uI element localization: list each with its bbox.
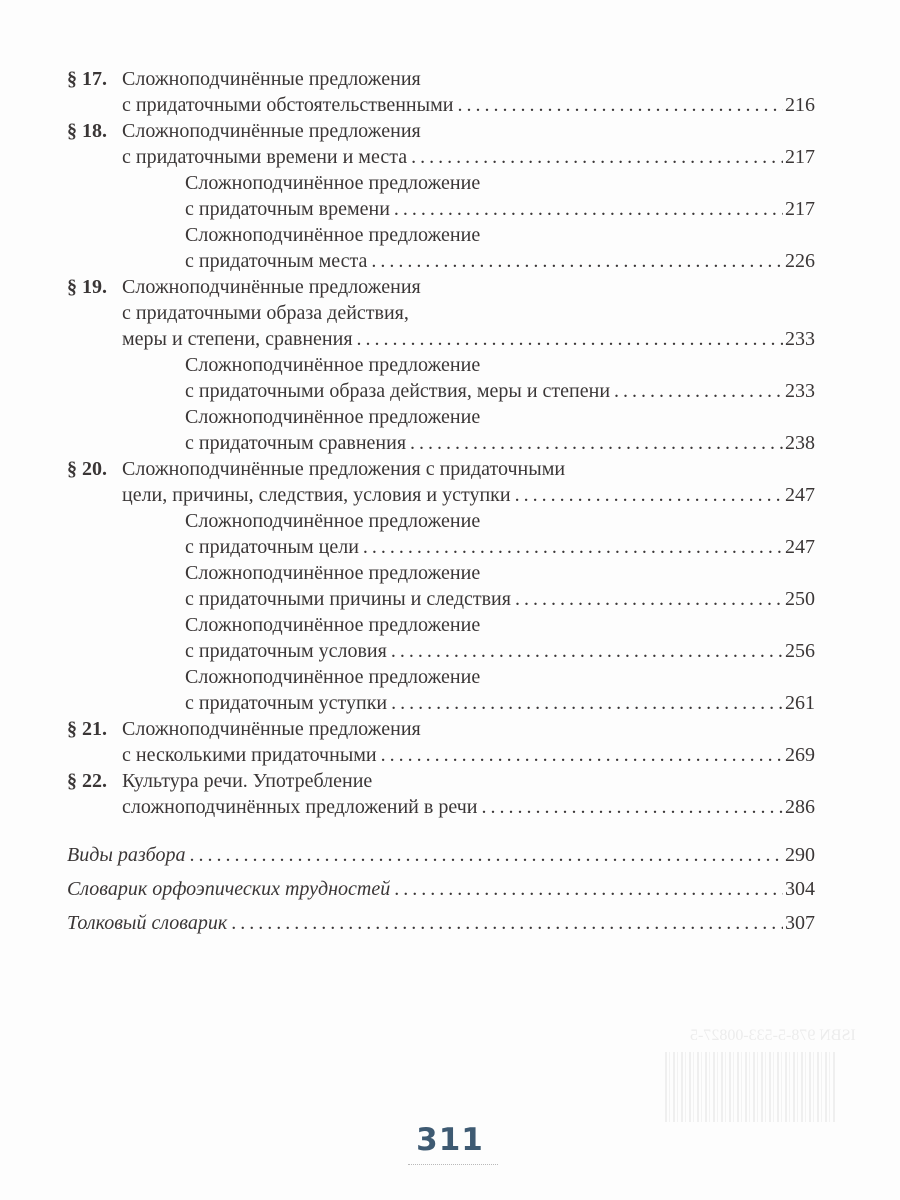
subentry-line: с придаточным условия	[185, 638, 391, 664]
page-ref: 226	[785, 250, 815, 272]
table-of-contents	[67, 66, 815, 940]
leader-dots	[363, 534, 783, 560]
page-ref: 304	[785, 878, 815, 900]
section-title-line: с несколькими придаточными	[122, 742, 381, 768]
page-ref: 250	[785, 588, 815, 610]
section-title-line: цели, причины, следствия, условия и уступки	[122, 482, 515, 508]
page-ref: 269	[785, 744, 815, 766]
subentry-line: с придаточным цели	[185, 534, 363, 560]
subentry-line: Сложноподчинённое предложение	[185, 404, 484, 430]
page-ref: 290	[785, 844, 815, 866]
leader-dots	[381, 742, 783, 768]
page-ref: 307	[785, 912, 815, 934]
section-number: § 17.	[67, 68, 107, 90]
toc-section-21	[67, 716, 815, 768]
page-ref: 233	[785, 380, 815, 402]
section-title-line: Сложноподчинённые предложения	[122, 118, 425, 144]
leader-dots	[371, 248, 783, 274]
page-ref: 216	[785, 94, 815, 116]
section-number: § 22.	[67, 770, 107, 792]
page-ref: 233	[785, 328, 815, 350]
appendix-entry	[67, 872, 815, 906]
appendix-title: Виды разбора	[67, 838, 189, 872]
subentry-line: с придаточным сравнения	[185, 430, 410, 456]
subentry-line: с придаточным места	[185, 248, 371, 274]
appendix-title: Словарик орфоэпических трудностей	[67, 872, 394, 906]
subentry-line: с придаточным уступки	[185, 690, 391, 716]
section-title-line: Сложноподчинённые предложения	[122, 274, 425, 300]
page-ref: 247	[785, 484, 815, 506]
section-title-line: сложноподчинённых предложений в речи	[122, 794, 481, 820]
toc-appendices	[67, 838, 815, 940]
toc-section-20	[67, 456, 815, 716]
leader-dots	[394, 872, 783, 906]
section-title-line: с придаточными времени и места	[122, 144, 411, 170]
section-title-line: меры и степени, сравнения	[122, 326, 357, 352]
page-ref: 286	[785, 796, 815, 818]
appendix-entry	[67, 906, 815, 940]
leader-dots	[394, 196, 783, 222]
subentry-line: Сложноподчинённое предложение	[185, 170, 484, 196]
section-title-line: с придаточными образа действия,	[122, 300, 413, 326]
page-ref: 238	[785, 432, 815, 454]
section-title-line: Культура речи. Употребление	[122, 768, 376, 794]
leader-dots	[391, 690, 783, 716]
leader-dots	[357, 326, 783, 352]
subentry-line: Сложноподчинённое предложение	[185, 352, 484, 378]
toc-section-17	[67, 66, 815, 118]
page-ref: 261	[785, 692, 815, 714]
leader-dots	[231, 906, 783, 940]
subentry-line: Сложноподчинённое предложение	[185, 222, 484, 248]
appendix-title: Толковый словарик	[67, 906, 231, 940]
leader-dots	[391, 638, 783, 664]
leader-dots	[411, 144, 783, 170]
subentry-line: с придаточным времени	[185, 196, 394, 222]
section-number: § 20.	[67, 458, 107, 480]
toc-section-22	[67, 768, 815, 820]
bleed-through-isbn: ISBN 978-5-533-00827-5	[690, 1027, 856, 1044]
appendix-entry	[67, 838, 815, 872]
page-ref: 217	[785, 198, 815, 220]
leader-dots	[515, 482, 783, 508]
subentry-line: Сложноподчинённое предложение	[185, 612, 484, 638]
section-title-line: с придаточными обстоятельственными	[122, 92, 457, 118]
subentry-line: Сложноподчинённое предложение	[185, 508, 484, 534]
section-number: § 18.	[67, 120, 107, 142]
page-number: 311	[416, 1122, 484, 1158]
spacer	[67, 820, 815, 838]
subentry-line: с придаточными образа действия, меры и степени	[185, 378, 614, 404]
toc-section-18	[67, 118, 815, 274]
bleed-through-barcode	[665, 1052, 835, 1122]
page-ref: 217	[785, 146, 815, 168]
subentry-line: с придаточными причины и следствия	[185, 586, 515, 612]
leader-dots	[189, 838, 783, 872]
section-title-line: Сложноподчинённые предложения с придаточными	[122, 456, 569, 482]
section-title-line: Сложноподчинённые предложения	[122, 716, 425, 742]
page-ref: 256	[785, 640, 815, 662]
leader-dots	[515, 586, 783, 612]
subentry-line: Сложноподчинённое предложение	[185, 664, 484, 690]
page-ref: 247	[785, 536, 815, 558]
subentry-line: Сложноподчинённое предложение	[185, 560, 484, 586]
page-number-rule	[408, 1164, 498, 1167]
section-number: § 21.	[67, 718, 107, 740]
leader-dots	[481, 794, 783, 820]
section-title-line: Сложноподчинённые предложения	[122, 66, 425, 92]
section-number: § 19.	[67, 276, 107, 298]
leader-dots	[457, 92, 783, 118]
leader-dots	[410, 430, 783, 456]
toc-section-19	[67, 274, 815, 456]
leader-dots	[614, 378, 783, 404]
